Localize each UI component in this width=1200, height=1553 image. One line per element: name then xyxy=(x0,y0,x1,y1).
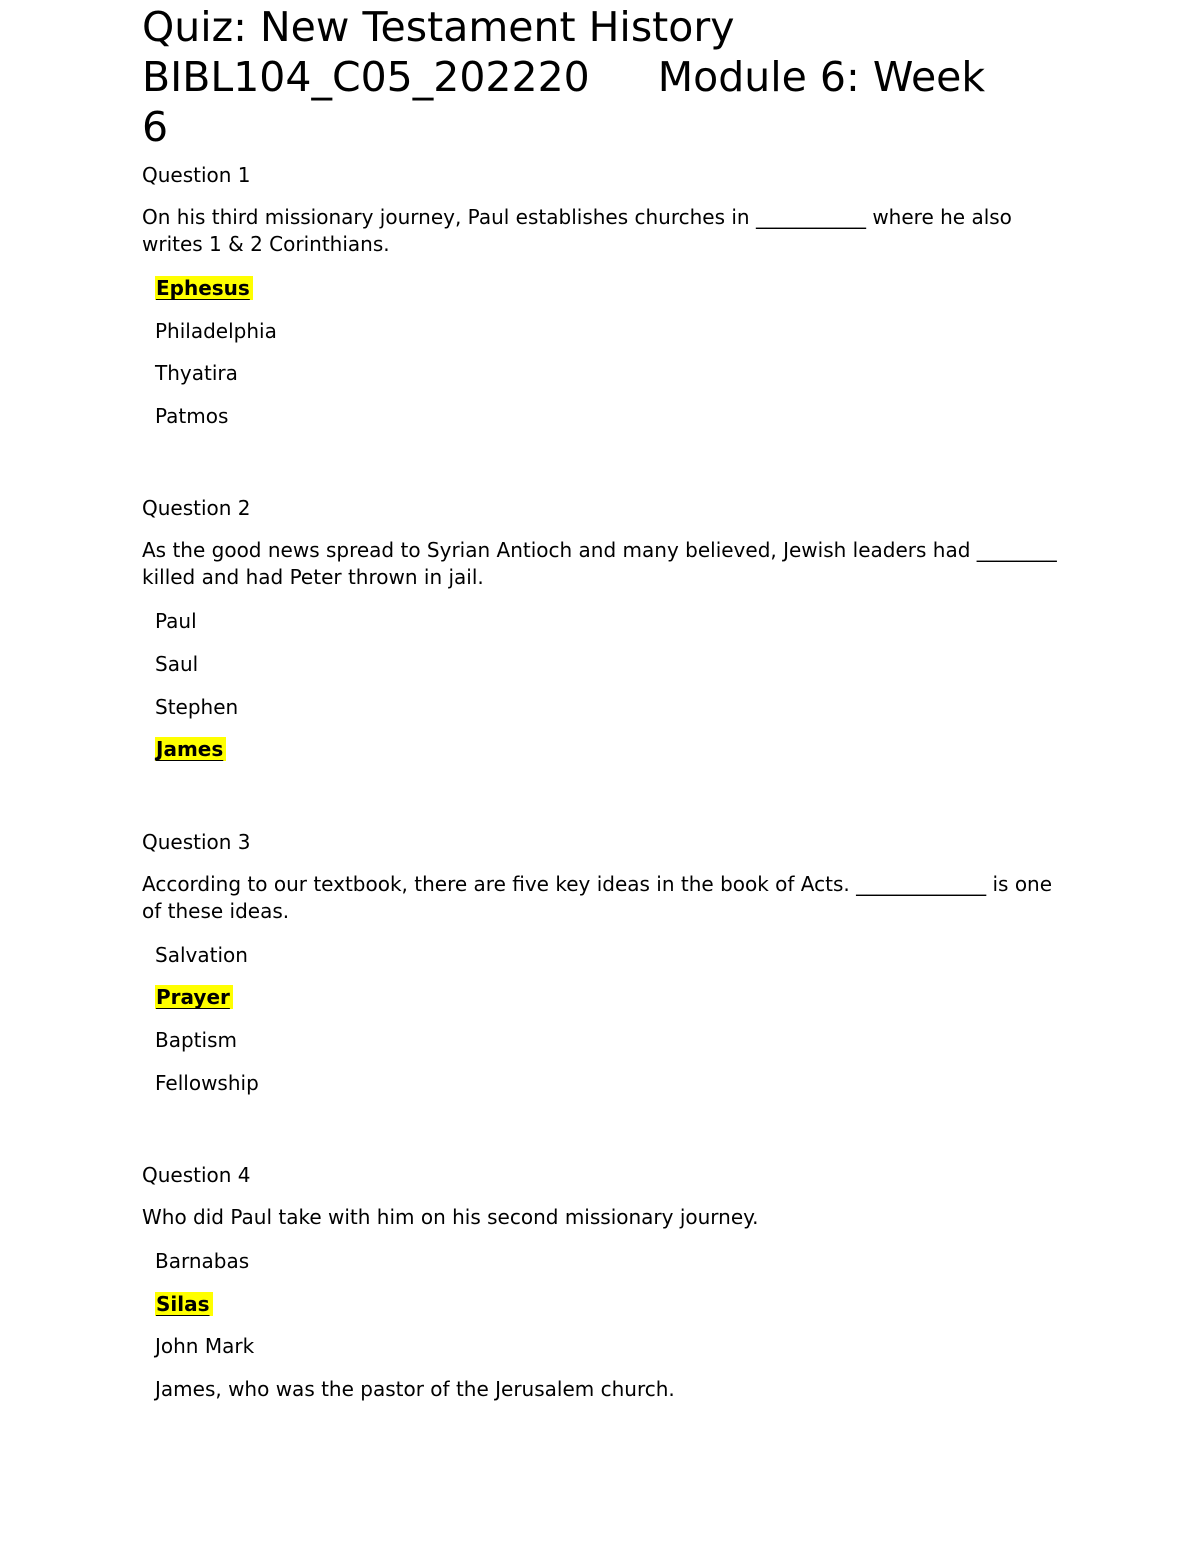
answer-option xyxy=(142,651,1057,677)
title-line-1: Quiz: New Testament History xyxy=(142,3,735,51)
answer-option-text: John Mark xyxy=(155,1334,255,1359)
answer-option xyxy=(142,942,1057,968)
answer-options xyxy=(142,942,1057,1096)
question-text-before: Who did Paul take with him on his second missionary journey. xyxy=(142,1205,759,1230)
question-list xyxy=(142,162,1057,1402)
question-label: Question 3 xyxy=(142,829,251,854)
question-text xyxy=(142,204,1057,258)
question-text-before: On his third missionary journey, Paul establishes churches in xyxy=(142,205,750,229)
answer-option-text: Thyatira xyxy=(155,361,238,386)
highlighted-answer-text: James xyxy=(155,737,226,761)
question-label: Question 2 xyxy=(142,496,251,521)
module-label: Module 6: Week xyxy=(657,53,986,101)
answer-option-text: Paul xyxy=(155,609,197,634)
answer-option xyxy=(142,1333,1057,1359)
correct-answer-option xyxy=(142,736,1057,762)
page-title xyxy=(142,0,1057,152)
title-line-2 xyxy=(142,52,1057,102)
correct-answer-option xyxy=(142,275,1057,301)
highlighted-answer-text: Prayer xyxy=(155,985,233,1009)
question-text xyxy=(142,871,1057,925)
highlighted-answer-text: Silas xyxy=(155,1292,213,1316)
answer-option-text: Patmos xyxy=(155,403,229,428)
question-4 xyxy=(142,1112,1057,1402)
answer-option-text: Stephen xyxy=(155,694,239,719)
answer-options xyxy=(142,1248,1057,1402)
answer-option-text: Baptism xyxy=(155,1027,237,1052)
answer-option xyxy=(142,403,1057,429)
answer-option xyxy=(142,1027,1057,1053)
correct-answer-option xyxy=(142,984,1057,1010)
answer-option xyxy=(142,694,1057,720)
answer-option-text: Saul xyxy=(155,651,199,676)
question-3 xyxy=(142,779,1057,1096)
title-line-3: 6 xyxy=(142,103,169,151)
question-2 xyxy=(142,445,1057,762)
answer-option xyxy=(142,318,1057,344)
highlighted-answer-text: Ephesus xyxy=(155,276,253,300)
answer-option xyxy=(142,1248,1057,1274)
answer-option xyxy=(142,608,1057,634)
answer-blank: _____________ xyxy=(856,871,987,896)
answer-option xyxy=(142,360,1057,386)
question-text-before: According to our textbook, there are five key ideas in the book of Acts. xyxy=(142,871,850,896)
answer-option-text: James, who was the pastor of the Jerusalem church. xyxy=(155,1376,675,1401)
answer-option-text: Philadelphia xyxy=(155,318,277,343)
answer-option xyxy=(142,1376,1057,1402)
question-text-after: killed and had Peter thrown in jail. xyxy=(142,565,484,590)
quiz-page xyxy=(142,0,1057,1419)
question-text-after: where he also writes 1 & 2 Corinthians. xyxy=(142,205,1012,256)
question-text-before: As the good news spread to Syrian Antioch and many believed, Jewish leaders had xyxy=(142,538,971,563)
answer-options xyxy=(142,275,1057,429)
correct-answer-option xyxy=(142,1291,1057,1317)
answer-option-text: Salvation xyxy=(155,942,248,967)
question-text xyxy=(142,537,1057,591)
question-text xyxy=(142,1204,1057,1231)
question-1 xyxy=(142,162,1057,429)
answer-option-text: Fellowship xyxy=(155,1070,259,1095)
answer-options xyxy=(142,608,1057,762)
course-code: BIBL104_C05_202220 xyxy=(142,53,590,101)
question-label: Question 4 xyxy=(142,1163,251,1188)
answer-option xyxy=(142,1070,1057,1096)
answer-blank: ___________ xyxy=(755,205,866,229)
question-text-after: is one of these ideas. xyxy=(142,871,1053,923)
question-label: Question 1 xyxy=(142,163,251,187)
answer-blank: ________ xyxy=(976,538,1057,563)
answer-option-text: Barnabas xyxy=(155,1249,250,1274)
